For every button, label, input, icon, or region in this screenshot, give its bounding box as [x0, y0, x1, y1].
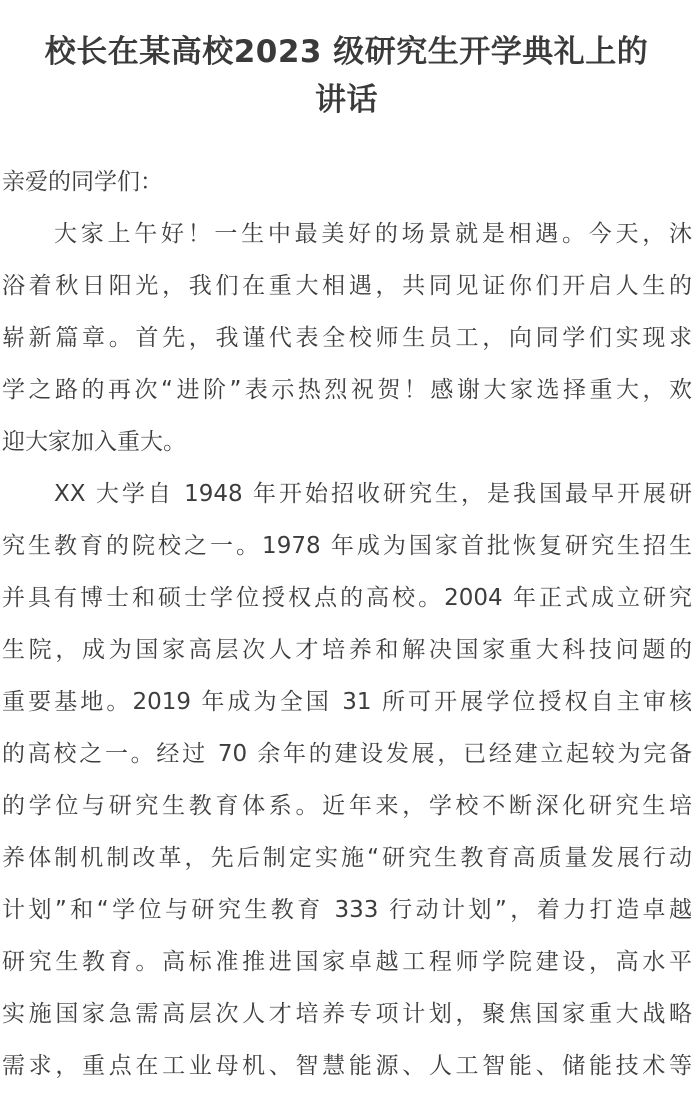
paragraph-2-line-4: 生院，成为国家高层次人才培养和解决国家重大科技问题的	[2, 637, 692, 663]
paragraph-1-line-1: 大家上午好！一生中最美好的场景就是相遇。今天，沐	[54, 221, 692, 247]
paragraph-2-line-10: 研究生教育。高标准推进国家卓越工程师学院建设，高水平	[2, 949, 692, 975]
paragraph-2-line-7: 的学位与研究生教育体系。近年来，学校不断深化研究生培	[2, 793, 692, 819]
title-line-1	[0, 28, 693, 76]
paragraph-2-line-12: 需求，重点在工业母机、智慧能源、人工智能、储能技术等	[2, 1053, 692, 1079]
paragraph-1-line-3: 崭新篇章。首先，我谨代表全校师生员工，向同学们实现求	[2, 325, 692, 351]
paragraph-1-line-4: 学之路的再次“进阶”表示热烈祝贺！感谢大家选择重大，欢	[2, 377, 692, 403]
paragraph-2-line-11: 实施国家急需高层次人才培养专项计划，聚焦国家重大战略	[2, 1001, 692, 1027]
paragraph-2-line-5: 重要基地。2019 年成为全国 31 所可开展学位授权自主审核	[2, 689, 692, 715]
title-year: 2023	[233, 34, 322, 70]
salutation: 亲爱的同学们：	[2, 169, 163, 195]
document-title	[0, 28, 693, 124]
document-body	[2, 156, 692, 1092]
paragraph-1-line-2: 浴着秋日阳光，我们在重大相遇，共同见证你们开启人生的	[2, 273, 692, 299]
title-line-2: 讲话	[315, 82, 378, 118]
title-prefix: 校长在某高校	[44, 34, 234, 70]
paragraph-1-line-5: 迎大家加入重大。	[2, 429, 186, 455]
paragraph-2-line-6: 的高校之一。经过 70 余年的建设发展，已经建立起较为完备	[2, 741, 692, 767]
paragraph-2-line-3: 并具有博士和硕士学位授权点的高校。2004 年正式成立研究	[2, 585, 692, 611]
paragraph-2-line-9: 计划”和“学位与研究生教育 333 行动计划”，着力打造卓越	[2, 897, 692, 923]
title-suffix: 级研究生开学典礼上的	[333, 34, 649, 70]
paragraph-2-line-2: 究生教育的院校之一。1978 年成为国家首批恢复研究生招生	[2, 533, 692, 559]
paragraph-2-line-8: 养体制机制改革，先后制定实施“研究生教育高质量发展行动	[2, 845, 692, 871]
paragraph-2-line-1: XX 大学自 1948 年开始招收研究生，是我国最早开展研	[54, 481, 692, 507]
